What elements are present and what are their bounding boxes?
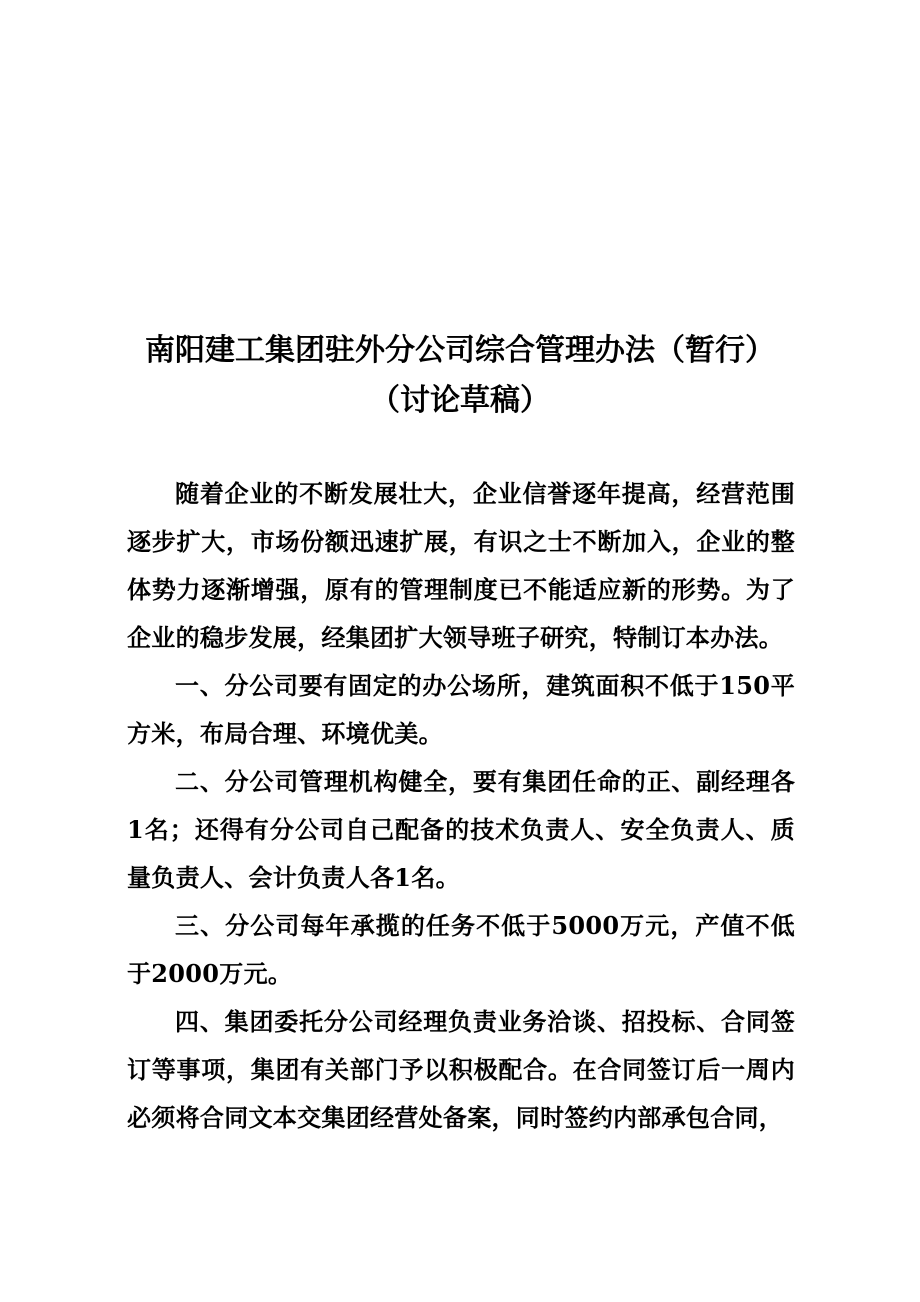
title-main: 南阳建工集团驻外分公司综合管理办法（暂行） <box>145 333 775 368</box>
document-title <box>100 326 820 426</box>
paragraph-intro: 随着企业的不断发展壮大，企业信誉逐年提高，经营范围逐步扩大，市场份额迅速扩展，有识之士不断加入，企业的整体势力逐渐增强，原有的管理制度已不能适应新的形势。为了企业的稳步发展，经集团扩大领导班子研究，特制订本办法。 <box>127 479 795 652</box>
paragraph-item-4: 四、集团委托分公司经理负责业务洽谈、招投标、合同签订等事项，集团有关部门予以积极配合。在合同签订后一周内必须将合同文本交集团经营处备案，同时签约内部承包合同， <box>127 1007 795 1132</box>
paragraph-item-2: 二、分公司管理机构健全，要有集团任命的正、副经理各1名；还得有分公司自己配备的技术负责人、安全负责人、质量负责人、会计负责人各1名。 <box>127 767 795 892</box>
paragraph-item-1: 一、分公司要有固定的办公场所，建筑面积不低于150平方米，布局合理、环境优美。 <box>127 671 795 748</box>
title-subtitle: （讨论草稿） <box>370 383 550 418</box>
document-body <box>127 470 795 1142</box>
paragraph-item-3: 三、分公司每年承揽的任务不低于5000万元，产值不低于2000万元。 <box>127 911 795 988</box>
